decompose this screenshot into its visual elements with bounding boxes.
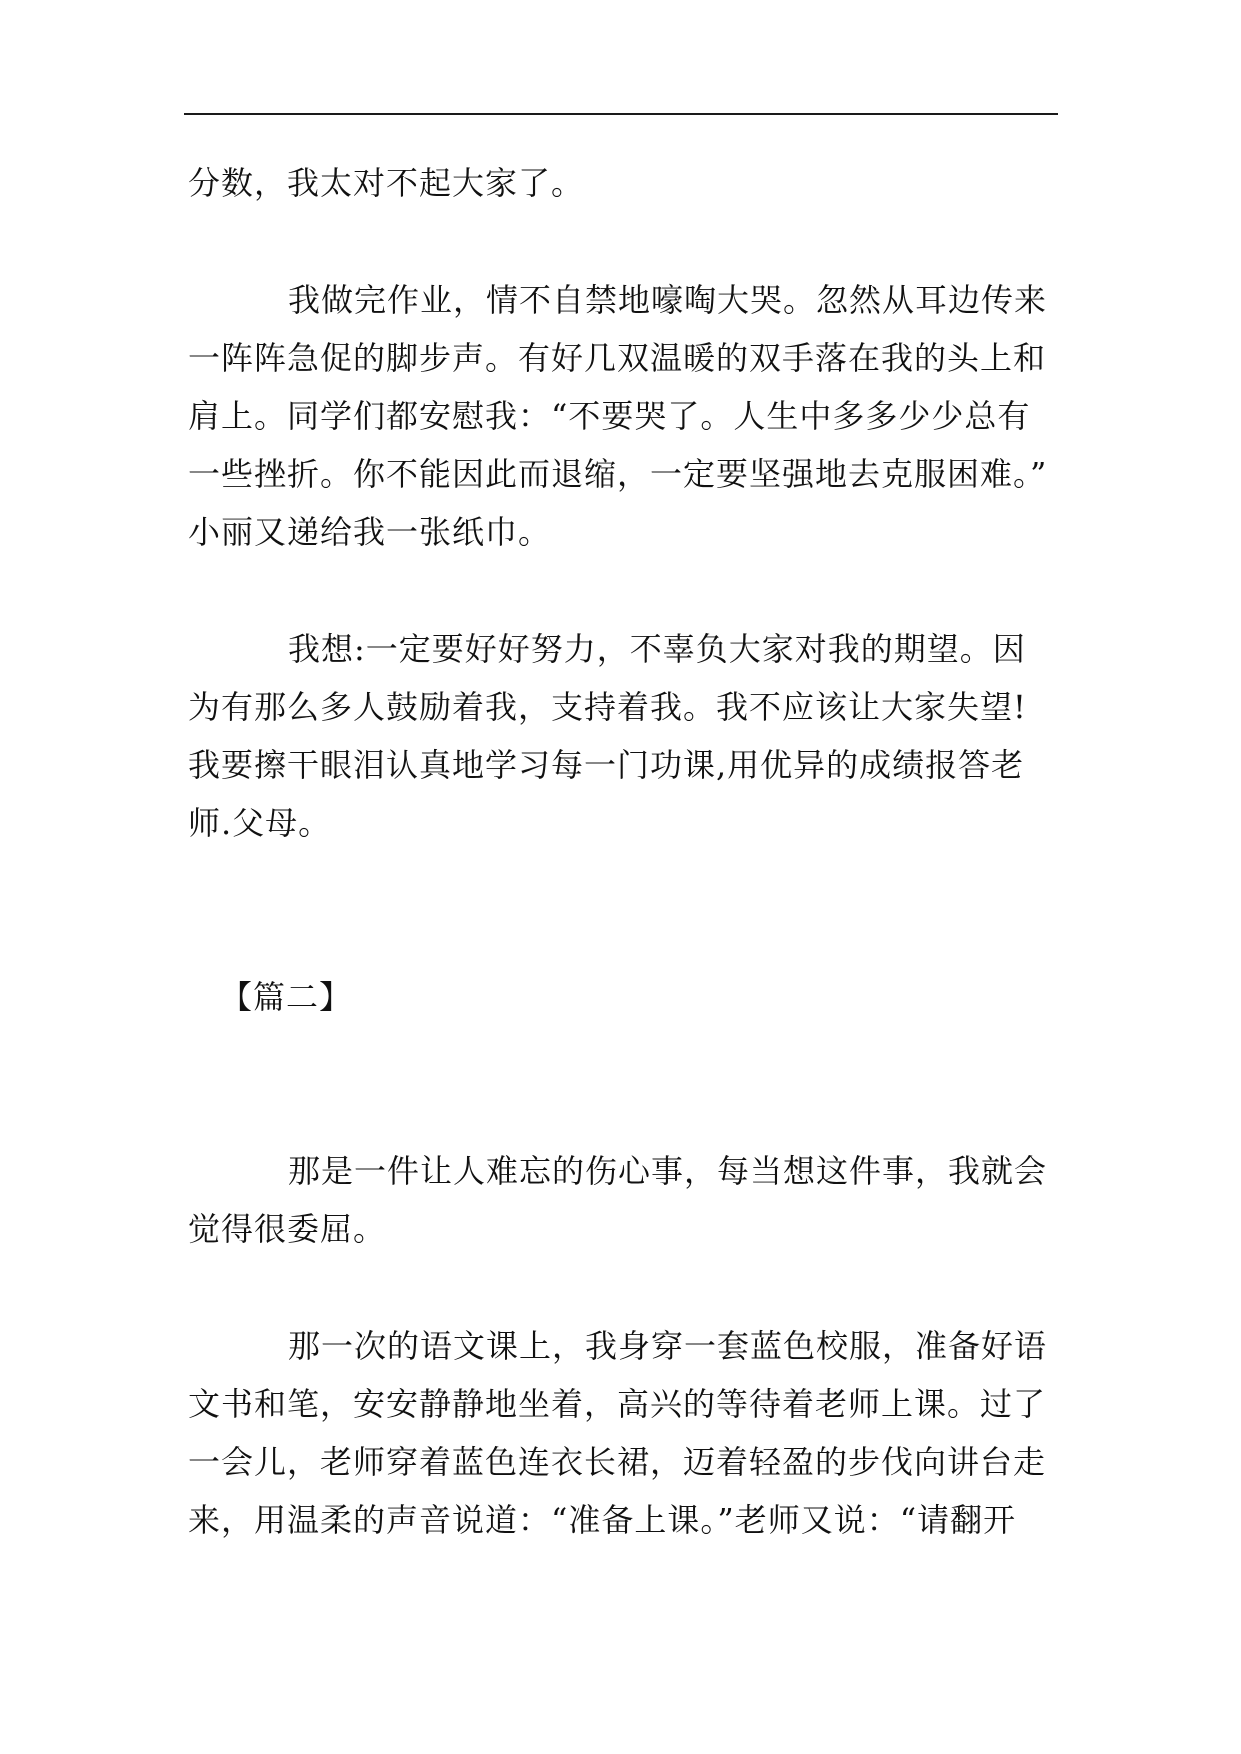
header-rule bbox=[184, 113, 1058, 115]
text-line: 为有那么多人鼓励着我，支持着我。我不应该让大家失望! bbox=[188, 688, 1027, 726]
text-line: 一会儿，老师穿着蓝色连衣长裙，迈着轻盈的步伐向讲台走 bbox=[188, 1443, 1047, 1481]
text-line: 师.父母。 bbox=[188, 804, 332, 842]
text-line: 来，用温柔的声音说道：“准备上课。”老师又说：“请翻开 bbox=[188, 1501, 1017, 1539]
section-heading: 【篇二】 bbox=[220, 978, 353, 1016]
text-line: 我想:一定要好好努力，不辜负大家对我的期望。因 bbox=[288, 630, 1026, 668]
text-line: 我要擦干眼泪认真地学习每一门功课,用优异的成绩报答老 bbox=[188, 746, 1025, 784]
text-line: 文书和笔，安安静静地坐着，高兴的等待着老师上课。过了 bbox=[188, 1385, 1047, 1423]
text-line: 我做完作业，情不自禁地嚎啕大哭。忽然从耳边传来 bbox=[288, 281, 1048, 319]
text-line: 那是一件让人难忘的伤心事，每当想这件事，我就会 bbox=[288, 1152, 1048, 1190]
text-line: 肩上。同学们都安慰我：“不要哭了。人生中多多少少总有 bbox=[188, 397, 1031, 435]
text-line: 一些挫折。你不能因此而退缩，一定要坚强地去克服困难。” bbox=[188, 455, 1048, 493]
text-line: 小丽又递给我一张纸巾。 bbox=[188, 513, 552, 551]
text-line: 一阵阵急促的脚步声。有好几双温暖的双手落在我的头上和 bbox=[188, 339, 1047, 377]
text-line: 分数，我太对不起大家了。 bbox=[188, 164, 585, 202]
text-line: 那一次的语文课上，我身穿一套蓝色校服，准备好语 bbox=[288, 1327, 1048, 1365]
text-line: 觉得很委屈。 bbox=[188, 1210, 387, 1248]
